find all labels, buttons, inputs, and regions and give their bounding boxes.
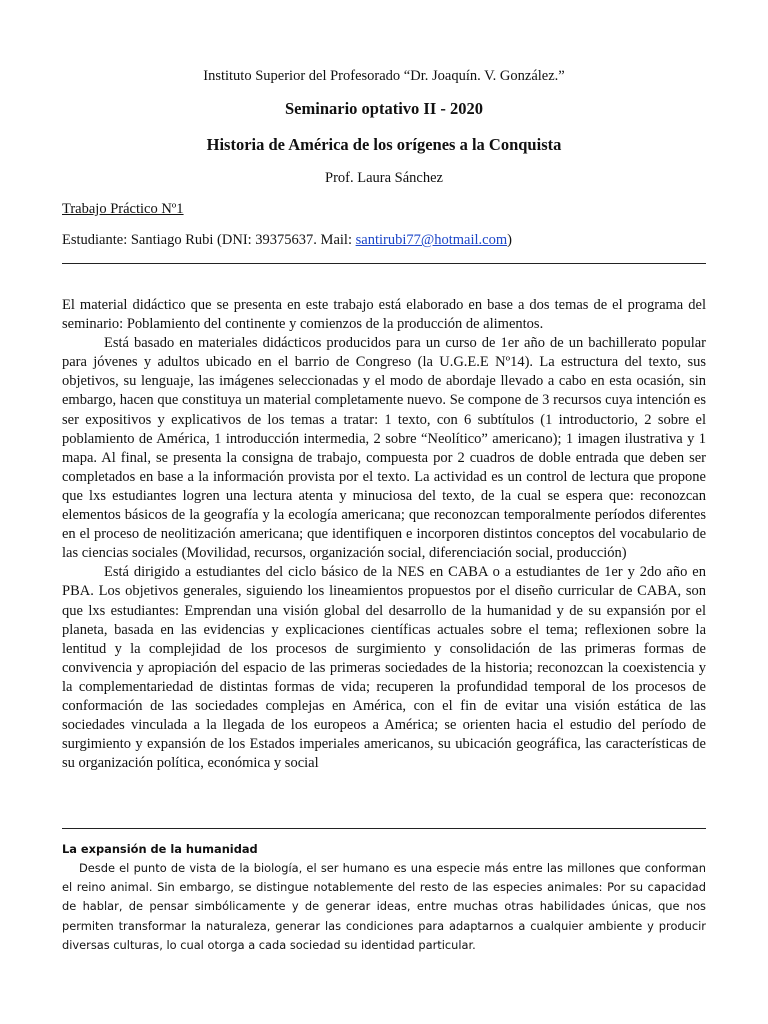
professor-name: Prof. Laura Sánchez [325,170,443,186]
paragraph-2: Está basado en materiales didácticos producidos para un curso de 1er año de un bachillerato popular para jóvenes y adultos ubicado en el barrio de Congreso (la U.G.E.E Nº14). La estructura del texto, sus objetivos, su lenguaje, las imágenes seleccionadas y el modo de abordaje llevado a cabo en esta ocasión, sin embargo, hacen que constituya un material completamente nuevo. Se compone de 3 recursos cuya intención es ser expositivos y explicativos de los temas a tratar: 1 texto, con 6 subtítulos (1 introductorio, 2 sobre el poblamiento de América, 1 introducción intermedia, 2 sobre “Neolítico” americano); 1 imagen ilustrativa y 1 mapa. Al final, se presenta la consigna de trabajo, compuesta por 2 cuadros de doble entrada que deben ser completados en base a la información provista por el texto. La actividad es un control de lectura que propone que lxs estudiantes logren una lectura atenta y minuciosa del texto, de la cual se espera que: reconozcan elementos básicos de la geografía y la ecología americana; que reconozcan temporalmente períodos diferentes en el proceso de neolitización americana; que identifiquen e incorporen distintos conceptos del vocabulario de las ciencias sociales (Movilidad, recursos, organización social, diferenciación social, producción) [62,335,706,562]
student-email-link[interactable]: santirubi77@hotmail.com [355,232,508,248]
course-title: Historia de América de los orígenes a la Conquista [206,135,562,154]
seminar-title: Seminario optativo II - 2020 [285,99,483,118]
assignment-title: Trabajo Práctico Nº1 [62,201,184,217]
student-line [62,232,706,249]
section-title: La expansión de la humanidad [62,842,258,856]
paragraph-1: El material didáctico que se presenta en este trabajo está elaborado en base a dos temas de el programa del seminario: Poblamiento del continente y comienzos de la producción de alimentos. [62,297,706,333]
intro-text [62,296,706,773]
section-expansion [62,842,706,955]
separator-line [62,828,706,829]
student-info-close: ) [507,232,512,248]
student-info: Estudiante: Santiago Rubi (DNI: 39375637. Mail: [62,232,356,248]
institute-name: Instituto Superior del Profesorado “Dr. Joaquín. V. González.” [203,68,565,84]
separator-line [62,263,706,264]
section-paragraph: Desde el punto de vista de la biología, el ser humano es una especie más entre las millones que conforman el reino animal. Sin embargo, se distingue notablemente del resto de las especies animales: Por su capacidad de hablar, de pensar simbólicamente y de generar ideas, entre muchas otras habilidades únicas, que nos permiten transformar la naturaleza, generar las condiciones para adaptarnos a cualquier ambiente y producir diversas culturas, lo cual otorga a cada sociedad su identidad particular. [62,861,706,952]
paragraph-3: Está dirigido a estudiantes del ciclo básico de la NES en CABA o a estudiantes de 1er y 2do año en PBA. Los objetivos generales, siguiendo los lineamientos propuestos por el diseño curricular de CABA, son que lxs estudiantes: Emprendan una visión global del desarrollo de la humanidad y de su expansión por el planeta, basada en las evidencias y explicaciones científicas actuales sobre el tema; reflexionen sobre la lentitud y la complejidad de los procesos de surgimiento y consolidación de las primeras formas de convivencia y apropiación del espacio de las primeras sociedades de la historia; reconozcan la coexistencia y la complementariedad de distintas formas de vida; recuperen la profundidad temporal de los procesos de conformación de las sociedades complejas en América, con el fin de evitar una visión estática de las sociedades vinculada a la llegada de los europeos a América; se orienten hacia el estudio del período de surgimiento y expansión de los Estados imperiales americanos, su ubicación geográfica, las características de su organización política, económica y social [62,564,706,772]
